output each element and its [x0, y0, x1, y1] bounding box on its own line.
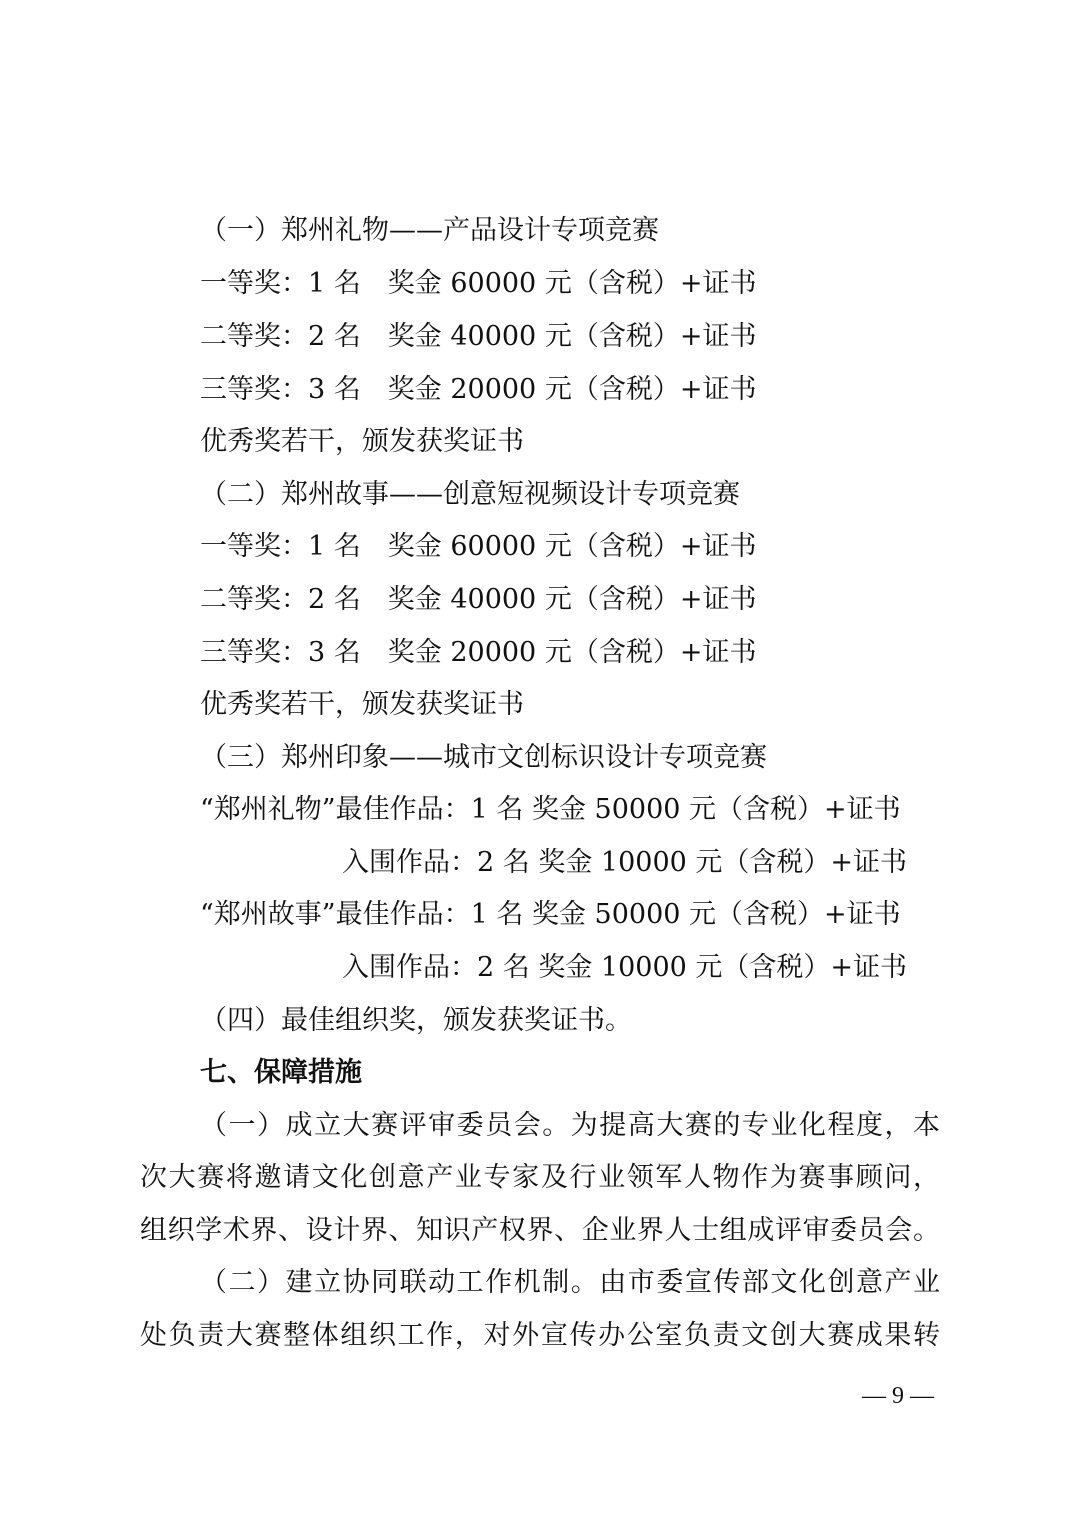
page-number: — 9 — — [862, 1383, 934, 1409]
prize-line-third: 三等奖：3 名 奖金 20000 元（含税）+证书 — [200, 637, 757, 668]
prize-line-third: 三等奖：3 名 奖金 20000 元（含税）+证书 — [200, 374, 757, 405]
paragraph-line: （一）成立大赛评审委员会。为提高大赛的专业化程度，本 — [200, 1110, 940, 1141]
section-heading-zhengzhou-story: （二）郑州故事——创意短视频设计专项竞赛 — [200, 479, 740, 510]
section-heading-zhengzhou-gift: （一）郑州礼物——产品设计专项竞赛 — [200, 215, 659, 246]
paragraph-line: （二）建立协同联动工作机制。由市委宣传部文化创意产业 — [200, 1267, 940, 1298]
prize-line-excellence: 优秀奖若干，颁发获奖证书 — [200, 689, 524, 720]
prize-line-second: 二等奖：2 名 奖金 40000 元（含税）+证书 — [200, 584, 757, 615]
prize-line-first: 一等奖：1 名 奖金 60000 元（含税）+证书 — [200, 268, 757, 299]
section-heading-zhengzhou-impression: （三）郑州印象——城市文创标识设计专项竞赛 — [200, 742, 767, 773]
paragraph-line: 处负责大赛整体组织工作，对外宣传办公室负责文创大赛成果转 — [140, 1320, 940, 1351]
paragraph-line: 组织学术界、设计界、知识产权界、企业界人士组成评审委员会。 — [140, 1215, 940, 1246]
best-organization-award: （四）最佳组织奖，颁发获奖证书。 — [200, 1005, 632, 1036]
section-heading-safeguards: 七、保障措施 — [200, 1057, 362, 1088]
prize-line-second: 二等奖：2 名 奖金 40000 元（含税）+证书 — [200, 321, 757, 352]
finalist-line-gift: 入围作品：2 名 奖金 10000 元（含税）+证书 — [342, 847, 908, 878]
best-work-line-gift: “郑州礼物”最佳作品：1 名 奖金 50000 元（含税）+证书 — [200, 794, 901, 825]
best-work-line-story: “郑州故事”最佳作品：1 名 奖金 50000 元（含税）+证书 — [200, 899, 901, 930]
prize-line-excellence: 优秀奖若干，颁发获奖证书 — [200, 426, 524, 457]
paragraph-line: 次大赛将邀请文化创意产业专家及行业领军人物作为赛事顾问， — [140, 1162, 940, 1193]
prize-line-first: 一等奖：1 名 奖金 60000 元（含税）+证书 — [200, 531, 757, 562]
finalist-line-story: 入围作品：2 名 奖金 10000 元（含税）+证书 — [342, 952, 908, 983]
